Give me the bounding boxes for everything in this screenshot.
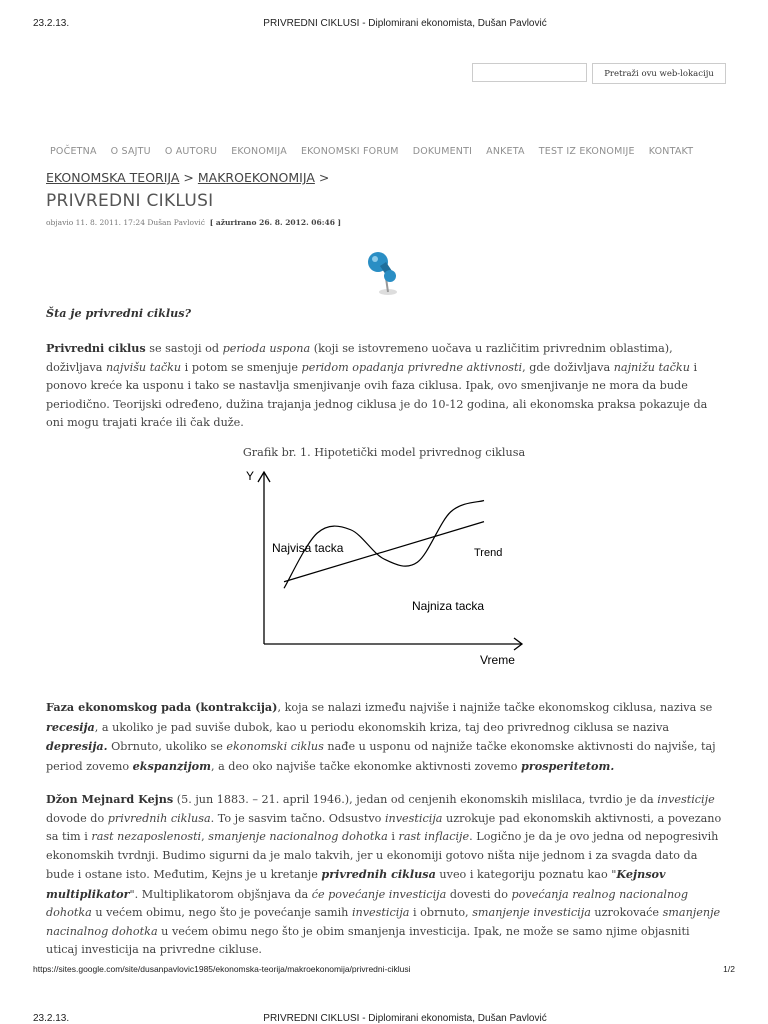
text: (koji se istovremeno uočava u različitim privrednim oblastima), doživljava: [46, 342, 673, 374]
x-axis-label: Vreme: [480, 653, 515, 667]
print-date: 23.2.13.: [33, 18, 70, 29]
term: investicije: [657, 793, 715, 806]
term: ekspanzijom: [132, 758, 211, 773]
question-heading: [46, 304, 722, 324]
text: uveo i kategoriju poznatu kao ": [435, 868, 617, 881]
nav-item-o-sajtu[interactable]: O SAJTU: [110, 146, 151, 157]
term: najvišu tačku: [105, 360, 182, 374]
print-title: PRIVREDNI CIKLUSI - Diplomirani ekonomista, Dušan Pavlović: [263, 18, 547, 29]
nav-item-test-iz-ekonomije[interactable]: TEST IZ EKONOMIJE: [538, 146, 635, 157]
text: uzrokovaće: [590, 906, 663, 919]
text: i ponovo kreće ka usponu i tako se nastavlja smenjivanje ovih faza ciklusa. Ipak, ovo smenjivanje ne mora da bude periodično. Teorijski određeno, dužina trajanja jednog ciklusa je do 10-12 godina, ali ekonomska praksa pokazuje da oni mogu trajati kraće ili čak duže.: [46, 360, 708, 429]
post-updated: [ ažurirano 26. 8. 2012. 06:46 ]: [209, 218, 342, 227]
nav-item-kontakt[interactable]: KONTAKT: [648, 146, 694, 157]
term: Faza ekonomskog pada (kontrakcija): [46, 700, 278, 714]
text: , a ukoliko je pad suviše dubok, kao u periodu ekonomskih kriza, taj deo privrednog ciklusa se naziva: [94, 720, 670, 734]
text: dovesti do: [446, 887, 512, 901]
print-footer-url: https://sites.google.com/site/dusanpavlovic1985/ekonomska-teorija/makroekonomija/privredni-ciklusi: [33, 964, 411, 974]
nav-item-pocetna[interactable]: POČETNA: [50, 146, 97, 157]
paragraph-phases: [46, 698, 722, 776]
term: privrednih ciklusa: [321, 867, 436, 881]
text: se sastoji od: [145, 342, 223, 355]
term: rast inflacije: [398, 830, 470, 843]
search-input[interactable]: [472, 63, 587, 82]
figure-caption: Grafik br. 1. Hipotetički model privrednog ciklusa: [242, 446, 526, 459]
text: i obrnuto,: [409, 906, 473, 919]
term: peridom opadanja privredne aktivnosti: [301, 360, 523, 374]
text: . Logično je da je ovo jedna od nepogresivih ekonomskih tvrdnji. Budimo sigurni da je malo takvih, jer u ekonomiji gotovo ništa nije jednom i za svagda dato da bude i ostane isto. Međutim, Kejns je u kretanje: [46, 830, 719, 881]
text: ,: [201, 830, 209, 843]
text: nađe u usponu od najniže tačke ekonomske aktivnosti do najviše, taj period zovemo: [46, 740, 716, 773]
annotation-peak: Najvisa tacka: [272, 541, 344, 555]
breadcrumb-separator: >: [318, 170, 330, 185]
post-meta: [46, 218, 341, 227]
paragraph-definition: [46, 339, 722, 433]
text: ". Multiplikatorom objšnjava da: [129, 887, 312, 901]
search-button[interactable]: Pretraži ovu web-lokaciju: [592, 63, 726, 84]
cycle-chart: [244, 464, 524, 674]
page-title: PRIVREDNI CIKLUSI: [46, 191, 214, 211]
term: Privredni ciklus: [46, 341, 146, 355]
term: depresija.: [46, 739, 108, 753]
term: rast nezaposlenosti: [91, 830, 202, 843]
text: u većem obimu, nego što je povećanje samih: [91, 906, 352, 919]
term: privrednih ciklusa: [107, 811, 211, 825]
term: Džon Mejnard Kejns: [46, 792, 174, 806]
text: uzrokuje pad ekonomskih aktivnosti, a povezano sa tim i: [46, 811, 722, 843]
text: Obrnuto, ukoliko se: [107, 740, 227, 753]
text: i: [387, 830, 399, 843]
print-date-page2: 23.2.13.: [33, 1013, 70, 1024]
term: recesija: [46, 719, 95, 734]
pushpin-icon: [364, 248, 408, 300]
term: smanjenje nacinalnog dohotka: [46, 906, 721, 938]
text: , a deo oko najviše tačke ekonomke aktivnosti zovemo: [210, 759, 522, 773]
nav-item-o-autoru[interactable]: O AUTORU: [164, 146, 218, 157]
text: i potom se smenjuje: [181, 360, 302, 374]
term: ekonomski ciklus: [226, 740, 324, 753]
annotation-trough: Najniza tacka: [412, 599, 485, 613]
question-text: Šta je privredni ciklus?: [46, 306, 192, 320]
post-author-date: objavio 11. 8. 2011. 17:24 Dušan Pavlović: [46, 218, 205, 227]
breadcrumb-separator: >: [183, 170, 194, 185]
breadcrumb-makroekonomija[interactable]: MAKROEKONOMIJA: [197, 170, 315, 185]
text: . To je sasvim tačno. Odsustvo: [210, 811, 385, 825]
term: prosperitetom.: [521, 758, 615, 773]
term: Kejnsov multiplikator: [46, 867, 666, 901]
main-nav: [50, 146, 707, 157]
nav-item-ekonomski-forum[interactable]: EKONOMSKI FORUM: [300, 146, 399, 157]
term: smanjenje investicija: [472, 906, 591, 919]
breadcrumb: [46, 170, 329, 185]
nav-item-dokumenti[interactable]: DOKUMENTI: [412, 146, 473, 157]
breadcrumb-ekonomska-teorija[interactable]: EKONOMSKA TEORIJA: [46, 170, 180, 185]
text: , koja se nalazi između najviše i najniže tačke ekonomskog ciklusa, naziva se: [277, 701, 713, 714]
term: perioda uspona: [222, 342, 311, 355]
term: investicija: [384, 811, 443, 825]
paragraph-keynes: [46, 790, 722, 960]
print-title-page2: PRIVREDNI CIKLUSI - Diplomirani ekonomista, Dušan Pavlović: [263, 1013, 547, 1024]
print-page-number: 1/2: [723, 964, 735, 974]
annotation-trend: Trend: [474, 547, 503, 559]
term: će povećanje investicija: [311, 887, 447, 901]
text: u većem obimu nego što je obim smanjenja investicija. Ipak, ne može se samo njime objasniti uticaj investicija na privredne cikluse.: [46, 924, 690, 956]
text: (5. jun 1883. – 21. april 1946.), jedan od cenjenih ekonomskih mislilaca, tvrdio je da: [173, 793, 658, 806]
term: smanjenje nacionalnog dohotka: [208, 830, 388, 843]
text: dovode do: [46, 811, 108, 825]
term: povećanja realnog nacionalnog dohotka: [46, 887, 689, 919]
term: investicija: [351, 906, 410, 919]
y-axis-label: Y: [246, 469, 255, 483]
text: , gde doživljava: [522, 360, 614, 374]
nav-item-ekonomija[interactable]: EKONOMIJA: [231, 146, 287, 157]
term: najnižu tačku: [613, 360, 690, 374]
nav-item-anketa[interactable]: ANKETA: [486, 146, 525, 157]
